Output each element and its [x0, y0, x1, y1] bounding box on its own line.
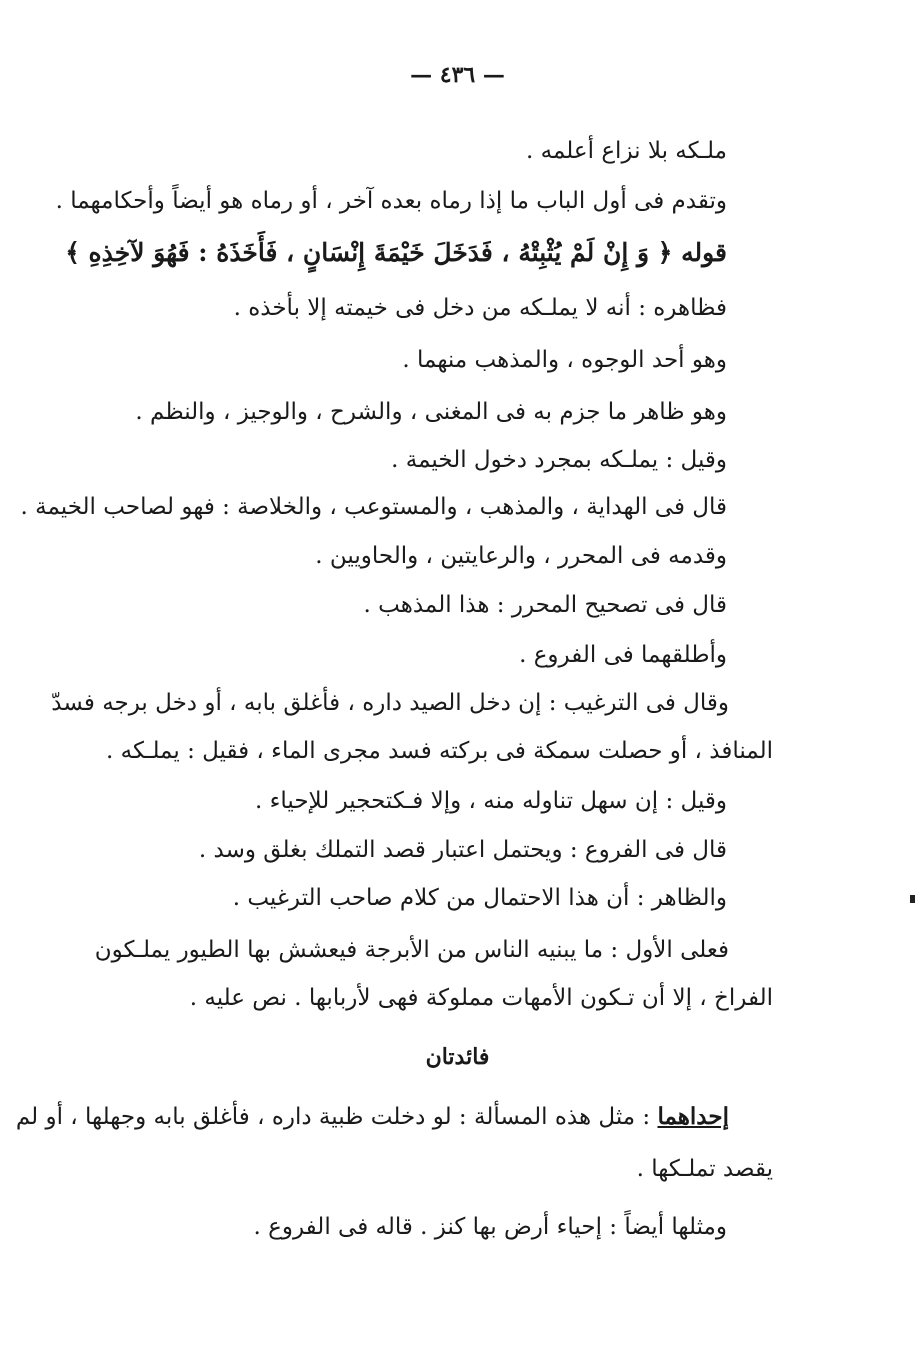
text-line-7: وقيل : يملـكه بمجرد دخول الخيمة . — [391, 447, 727, 473]
quoted-verse-line: قوله ﴿ وَ إِنْ لَمْ يُثْبِتْهُ ، فَدَخَلَ خَيْمَةَ إِنْسَانٍ ، فَأَخَذَهُ : فَهُوَ لآخِذِهِ ﴾ — [65, 238, 727, 267]
text-line-13: المنافذ ، أو حصلت سمكة فى بركته فسد مجرى الماء ، فقيل : يملـكه . — [106, 738, 773, 764]
section-heading: فائدتان — [425, 1044, 490, 1070]
text-line-16: والظاهر : أن هذا الاحتمال من كلام صاحب الترغيب . — [232, 885, 727, 911]
text-line-11: وأطلقهما فى الفروع . — [519, 642, 727, 668]
text-line-9: وقدمه فى المحرر ، والرعايتين ، والحاويين . — [315, 543, 727, 569]
fawaid-second-line: ومثلها أيضاً : إحياء أرض بها كنز . قاله فى الفروع . — [253, 1214, 727, 1240]
text-line-2: وتقدم فى أول الباب ما إذا رماه بعده آخر ، أو رماه هو أيضاً وأحكامهما . — [55, 188, 727, 214]
text-line-15: قال فى الفروع : ويحتمل اعتبار قصد التملك بغلق وسد . — [198, 837, 727, 863]
text-line-5: وهو أحد الوجوه ، والمذهب منهما . — [402, 347, 727, 373]
fawaid-first-line — [15, 1103, 729, 1130]
text-line-10: قال فى تصحيح المحرر : هذا المذهب . — [363, 592, 727, 618]
text-line-14: وقيل : إن سهل تناوله منه ، وإلا فـكتحجير للإحياء . — [254, 788, 727, 814]
text-line-17: فعلى الأول : ما يبنيه الناس من الأبرجة فيعشش بها الطيور يملـكون — [94, 937, 729, 963]
text-line-12: وقال فى الترغيب : إن دخل الصيد داره ، فأغلق بابه ، أو دخل برجه فسدّ — [51, 690, 729, 716]
text-line-18: الفراخ ، إلا أن تـكون الأمهات مملوكة فهى لأربابها . نص عليه . — [189, 985, 773, 1011]
text-line-4: فظاهره : أنه لا يملـكه من دخل فى خيمته إلا بأخذه . — [233, 295, 727, 321]
text-line-6: وهو ظاهر ما جزم به فى المغنى ، والشرح ، والوجيز ، والنظم . — [135, 399, 727, 425]
fawaid-first-continuation: يقصد تملـكها . — [636, 1156, 773, 1182]
text-line-8: قال فى الهداية ، والمذهب ، والمستوعب ، والخلاصة : فهو لصاحب الخيمة . — [20, 494, 727, 520]
text-line-1: ملـكه بلا نزاع أعلمه . — [526, 138, 727, 164]
page-number: — ٤٣٦ — — [410, 62, 505, 88]
margin-mark — [910, 895, 915, 903]
fawaid-first-text: : مثل هذه المسألة : لو دخلت ظبية داره ، فأغلق بابه وجهلها ، أو لم — [15, 1104, 658, 1130]
fawaid-first-lead: إحداهما — [657, 1103, 729, 1130]
